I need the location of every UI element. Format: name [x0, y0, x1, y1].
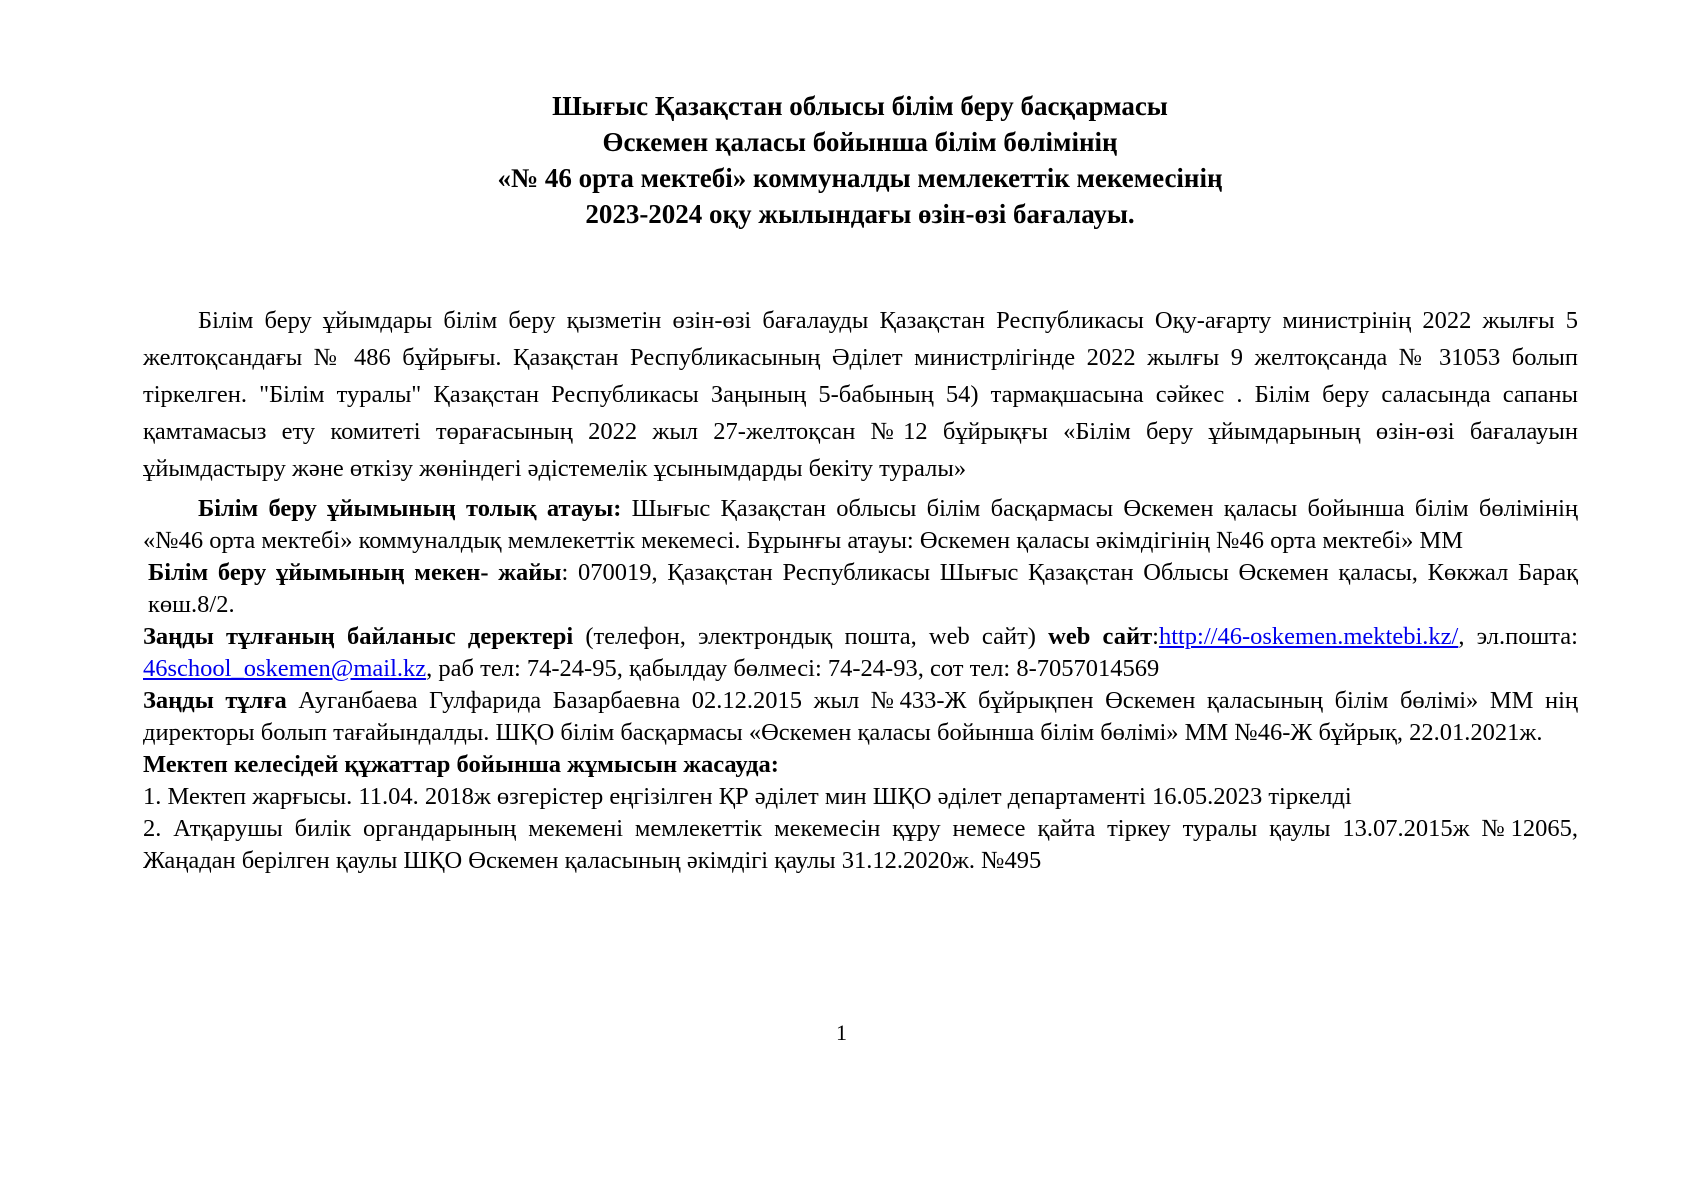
page-number: 1	[836, 1020, 847, 1045]
document-body	[143, 302, 1578, 877]
contacts-paragraph	[143, 621, 1578, 685]
documents-item-1: 1. Мектеп жарғысы. 11.04. 2018ж өзгерістер еңгізілген ҚР әділет мин ШҚО әділет департаменті 16.05.2023 тіркелді	[143, 783, 1352, 810]
address-text: : 070019, Қазақстан Республикасы Шығыс Қазақстан Облысы Өскемен қаласы, Көкжал Барақ көш.8/2.	[148, 559, 1578, 618]
contacts-text-3: , раб тел: 74-24-95, қабылдау бөлмесі: 74-24-93, сот тел: 8-7057014569	[426, 655, 1160, 682]
full-name-text: Шығыс Қазақстан облысы білім басқармасы Өскемен қаласы бойынша білім бөлімінің «№46 орта мектебі» коммуналдық мемлекеттік мекемесі. Бұрынғы атауы: Өскемен қаласы әкімдігінің №46 орта мектебі» ММ	[143, 495, 1578, 554]
documents-heading	[143, 749, 1578, 781]
legal-entity-label: Заңды тұлға	[143, 687, 287, 714]
legal-entity-text: Ауганбаева Гулфарида Базарбаевна 02.12.2015 жыл №433-Ж бұйрықпен Өскемен қаласының білім бөлімі» ММ нің директоры болып тағайындалды. ШҚО білім басқармасы «Өскемен қаласы бойынша білім бөлімі» ММ №46-Ж бұйрық, 22.01.2021ж.	[143, 687, 1578, 746]
full-name-label: Білім беру ұйымының толық атауы:	[198, 495, 622, 522]
contacts-text-1: (телефон, электрондық пошта, web сайт)	[573, 623, 1049, 650]
contacts-label: Заңды тұлғаның байланыс деректері	[143, 623, 574, 650]
legal-entity-paragraph	[143, 685, 1578, 749]
documents-heading-text: Мектеп келесідей құжаттар бойынша жұмысын жасауда:	[143, 751, 779, 778]
title-line-2: Өскемен қаласы бойынша білім бөлімінің	[602, 127, 1118, 157]
document-title	[140, 88, 1580, 232]
title-line-1: Шығыс Қазақстан облысы білім беру басқармасы	[552, 91, 1168, 121]
email-link[interactable]: 46school_oskemen@mail.kz	[143, 655, 427, 682]
contacts-colon: :	[1152, 623, 1159, 650]
web-label: web сайт	[1048, 623, 1153, 650]
contacts-text-2: , эл.пошта:	[1458, 623, 1578, 650]
website-link[interactable]: http://46-oskemen.mektebi.kz/	[1158, 623, 1459, 650]
intro-paragraph: Білім беру ұйымдары білім беру қызметін өзін-өзі бағалауды Қазақстан Республикасы Оқу-ағарту министрінің 2022 жылғы 5 желтоқсандағы № 486 бұйрығы. Қазақстан Республикасының Әділет министрлігінде 2022 жылғы 9 желтоқсанда № 31053 болып тіркелген. "Білім туралы" Қазақстан Республикасы Заңының 5-бабының 54) тармақшасына сәйкес . Білім беру саласында сапаны қамтамасыз ету комитеті төрағасының 2022 жыл 27-желтоқсан №12 бұйрықғы «Білім беру ұйымдарының өзін-өзі бағалауын ұйымдастыру және өткізу жөніндегі әдістемелік ұсынымдарды бекіту туралы»	[143, 307, 1578, 482]
documents-item-2: 2. Атқарушы билік органдарының мекемені мемлекеттік мекемесін құру немесе қайта тіркеу туралы қаулы 13.07.2015ж №12065, Жаңадан берілген қаулы ШҚО Өскемен қаласының әкімдігі қаулы 31.12.2020ж. №495	[143, 815, 1578, 874]
title-line-3: «№ 46 орта мектебі» коммуналды мемлекеттік мекемесінің	[497, 163, 1223, 193]
address-label: Білім беру ұйымының мекен- жайы	[148, 559, 562, 586]
address-paragraph	[143, 557, 1578, 621]
title-line-4: 2023-2024 оқу жылындағы өзін-өзі бағалауы.	[585, 199, 1135, 229]
full-name-paragraph	[143, 493, 1578, 557]
